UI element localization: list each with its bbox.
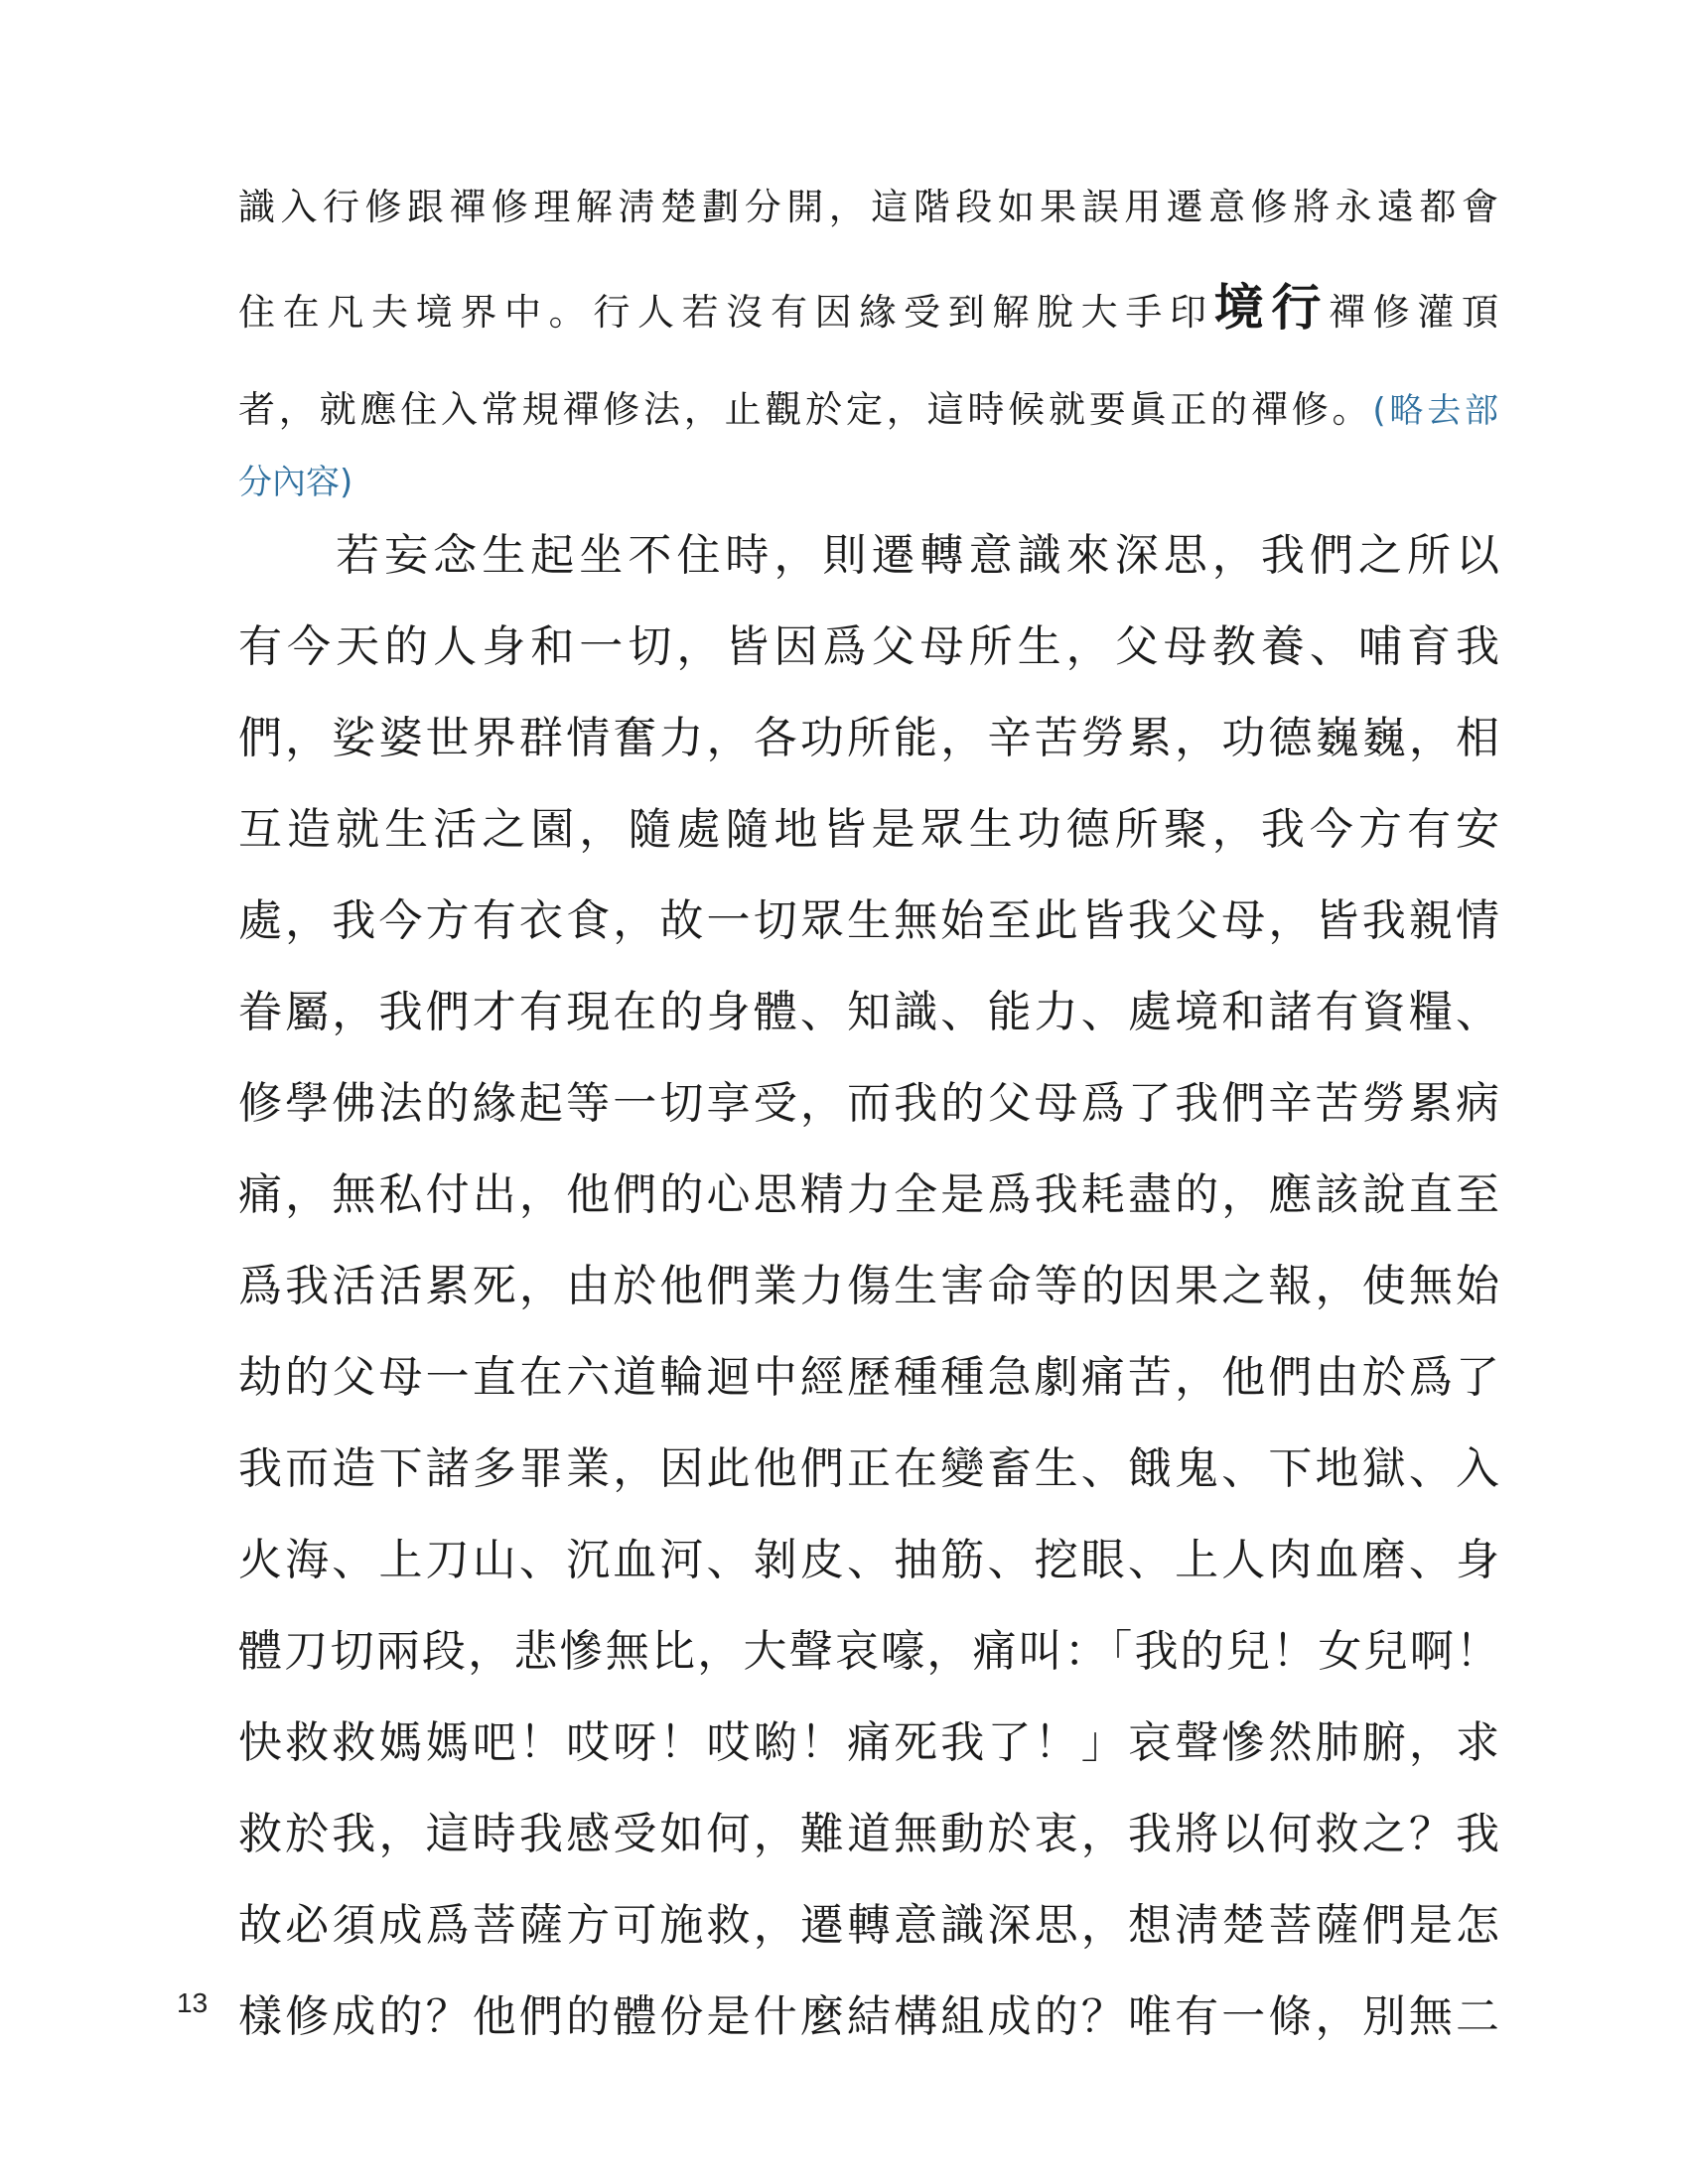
upper-line-2-after: 禪修灌頂 (1329, 291, 1500, 334)
body-line-14: 快救救媽媽吧！哎呀！哎喲！痛死我了！」哀聲慘然肺腑，求 (238, 1717, 1499, 1768)
body-line-3: 們，娑婆世界群情奮力，各功所能，辛苦勞累，功德巍巍，相 (238, 713, 1499, 763)
body-line-11: 我而造下諸多罪業，因此他們正在變畜生、餓鬼、下地獄、入 (238, 1443, 1499, 1494)
body-line-1: 若妄念生起坐不住時，則遷轉意識來深思，我們之所以 (238, 530, 1499, 581)
omission-note-start: (略去部 (1372, 391, 1500, 431)
upper-line-1: 識入行修跟禪修理解淸楚劃分開，這階段如果誤用遷意修將永遠都會 (238, 186, 1499, 228)
body-line-9: 爲我活活累死，由於他們業力傷生害命等的因果之報，使無始 (238, 1261, 1499, 1311)
body-line-15: 救於我，這時我感受如何，難道無動於衷，我將以何救之？我 (238, 1809, 1499, 1859)
body-line-2: 有今天的人身和一切，皆因爲父母所生，父母教養、哺育我 (238, 621, 1499, 672)
body-line-6: 眷屬，我們才有現在的身體、知識、能力、處境和諸有資糧、 (238, 987, 1499, 1037)
body-line-5: 處，我今方有衣食，故一切眾生無始至此皆我父母，皆我親情 (238, 895, 1499, 946)
body-line-12: 火海、上刀山、沉血河、剝皮、抽筋、挖眼、上人肉血磨、身 (238, 1535, 1499, 1585)
omission-note-end: 分內容) (238, 463, 353, 502)
page-number: 13 (177, 1987, 209, 2018)
upper-line-2-before: 住在凡夫境界中。行人若沒有因緣受到解脫大手印 (238, 291, 1214, 334)
emphasized-term: 境行 (1213, 279, 1330, 337)
body-line-10: 劫的父母一直在六道輪迴中經歷種種急劇痛苦，他們由於爲了 (238, 1352, 1499, 1403)
body-line-4: 互造就生活之園，隨處隨地皆是眾生功德所聚，我今方有安 (238, 804, 1499, 855)
body-line-17: 樣修成的？他們的體份是什麼結構組成的？唯有一條，別無二 (238, 1991, 1499, 2042)
upper-line-2 (238, 268, 1499, 340)
upper-line-3-text: 者，就應住入常規禪修法，止觀於定，這時候就要眞正的禪修。 (238, 388, 1373, 431)
body-line-13: 體刀切兩段，悲慘無比，大聲哀嚎，痛叫：「我的兒！女兒啊！ (238, 1626, 1499, 1677)
body-line-16: 故必須成爲菩薩方可施救，遷轉意識深思，想淸楚菩薩們是怎 (238, 1900, 1499, 1951)
body-line-7: 修學佛法的緣起等一切享受，而我的父母爲了我們辛苦勞累病 (238, 1078, 1499, 1129)
upper-line-3 (238, 379, 1499, 433)
body-line-8: 痛，無私付出，他們的心思精力全是爲我耗盡的，應該說直至 (238, 1169, 1499, 1220)
